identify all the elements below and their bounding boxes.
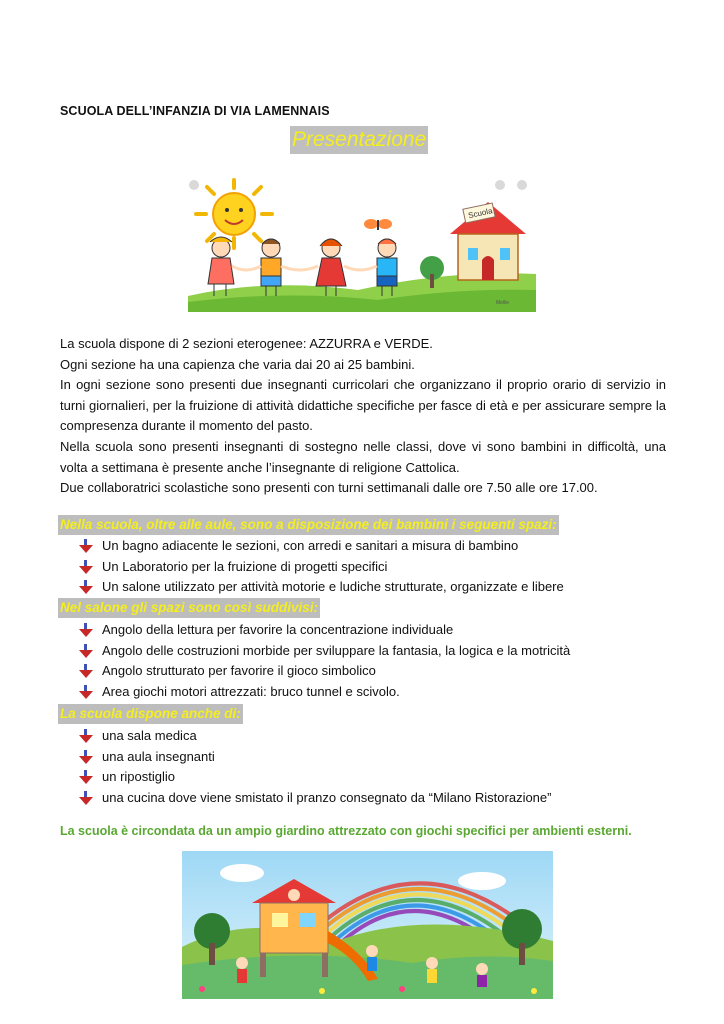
list-item-label: Area giochi motori attrezzati: bruco tunnel e scivolo. [102,683,400,699]
illustration-signature: Mellie [496,300,510,306]
list-item-label: Angolo della lettura per favorire la concentrazione individuale [102,622,454,637]
children-school-illustration [188,178,536,312]
list-item [78,726,551,747]
intro-line-sections: La scuola dispone di 2 sezioni eterogenee: AZZURRA e VERDE. [60,336,433,351]
intro-para-teachers: In ogni sezione sono presenti due insegnanti curricolari che organizzano il proprio orario di servizio in turni giornalieri, per la fruizione di attività didattiche specifiche per fasce di età e per assicurare sempre la compresenza durante il momento del pasto. [60,377,666,434]
list-item [78,682,570,703]
arrow-bullet-icon [78,623,94,637]
arrow-bullet-icon [78,644,94,658]
list-item [78,536,564,557]
list-item [78,557,564,578]
arrow-bullet-icon [78,750,94,764]
arrow-bullet-icon [78,560,94,574]
intro-para-staff: Due collaboratrici scolastiche sono presenti con turni settimanali dalle ore 7.50 alle ore 17.00. [60,480,598,496]
list-also [78,726,551,808]
intro-para-support: Nella scuola sono presenti insegnanti di sostegno nelle classi, dove vi sono bambini in difficoltà, una volta a settimana è presente anche l’insegnante di religione Cattolica. [60,438,666,475]
school-sign-text: Scuola [467,206,494,221]
presentation-title: Presentazione [290,126,428,154]
list-item [78,641,570,662]
intro-text [60,334,666,499]
garden-note: La scuola è circondata da un ampio giardino attrezzato con giochi specifici per ambienti esterni. [60,824,632,838]
list-item [78,577,564,598]
list-item-label: una sala medica [102,728,197,743]
list-item [78,747,551,768]
list-item-label: un ripostiglio [102,769,175,784]
arrow-bullet-icon [78,664,94,678]
arrow-bullet-icon [78,791,94,805]
list-item-label: una aula insegnanti [102,748,215,764]
arrow-bullet-icon [78,580,94,594]
arrow-bullet-icon [78,539,94,553]
list-item [78,767,551,788]
list-item-label: Un bagno adiacente le sezioni, con arredi e sanitari a misura di bambino [102,538,519,553]
butterfly-icon [364,219,392,230]
list-item-label: Angolo delle costruzioni morbide per sviluppare la fantasia, la logica e la motricità [102,642,571,658]
list-salone [78,620,570,702]
playground-illustration [182,851,553,999]
list-item [78,620,570,641]
heading-spaces: Nella scuola, oltre alle aule, sono a disposizione dei bambini i seguenti spazi: [58,515,559,535]
list-item-label: Angolo strutturato per favorire il gioco simbolico [102,663,376,678]
arrow-bullet-icon [78,685,94,699]
arrow-bullet-icon [78,729,94,743]
list-item-label: Un salone utilizzato per attività motorie e ludiche strutturate, organizzate e libere [102,579,564,594]
school-title: SCUOLA DELL’INFANZIA DI VIA LAMENNAIS [60,104,330,118]
list-item [78,788,551,809]
arrow-bullet-icon [78,770,94,784]
heading-salone: Nel salone gli spazi sono così suddivisi: [58,598,320,618]
list-item-label: Un Laboratorio per la fruizione di progetti specifici [102,558,388,574]
list-item [78,661,570,682]
heading-also: La scuola dispone anche di: [58,704,243,724]
intro-line-capacity: Ogni sezione ha una capienza che varia dai 20 ai 25 bambini. [60,356,415,372]
list-spaces [78,536,564,598]
list-item-label: una cucina dove viene smistato il pranzo consegnato da “Milano Ristorazione” [102,789,552,805]
